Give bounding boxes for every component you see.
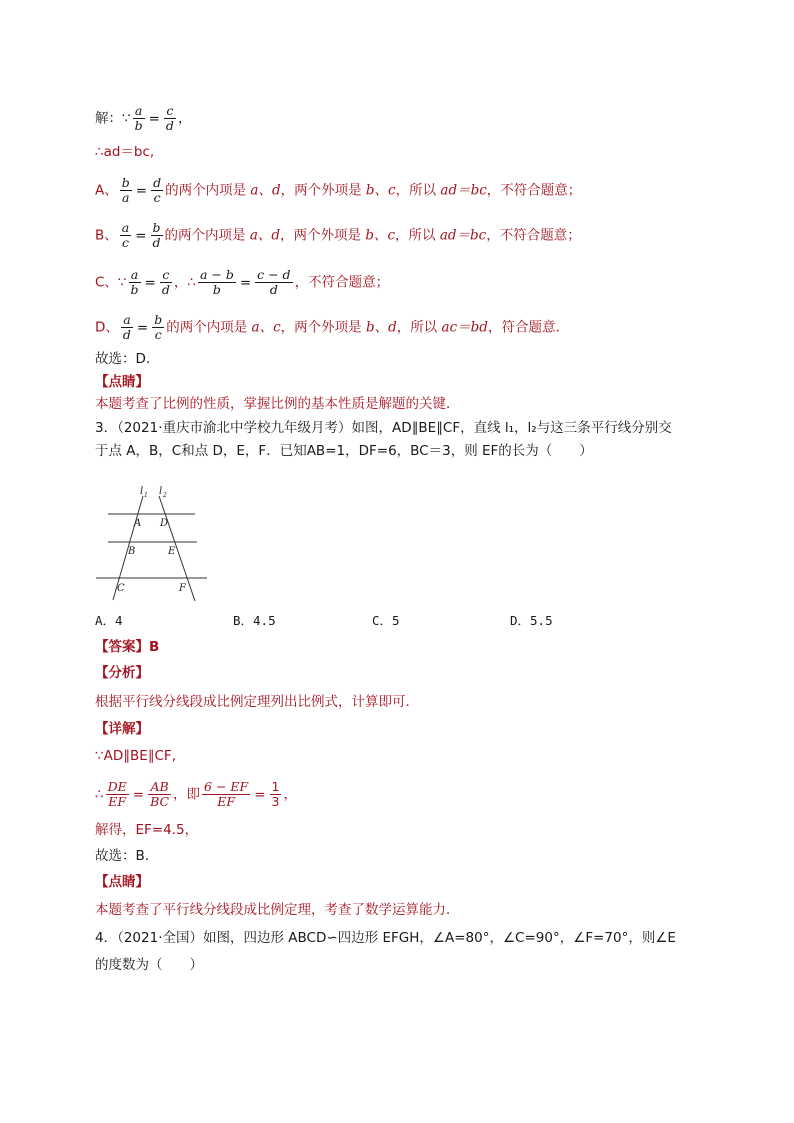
fraction: $\frac{a}{c}$ bbox=[121, 220, 130, 250]
fraction: $\frac{d}{c}$ bbox=[153, 175, 162, 205]
detail-heading: 【详解】 bbox=[95, 721, 149, 737]
label-l1-sub: 1 bbox=[144, 492, 148, 499]
q3-options bbox=[95, 611, 555, 631]
fraction: $\frac{a}{b}$ bbox=[134, 103, 143, 133]
q4-stem-line-1: 4．（2021·全国）如图，四边形 ABCD∽四边形 EFGH，∠A=80°，∠C=90°，∠F=70°，则∠E bbox=[95, 930, 676, 946]
fraction: $\frac{c - d}{d}$ bbox=[257, 267, 291, 297]
sol-option-b: B、 $\frac{a}{c}$ = $\frac{b}{d}$ 的两个内项是 a、d，两个外项是 b、c，所以 ad＝bc，不符合题意； bbox=[95, 220, 581, 250]
q3-stem-line-1: 3．（2021·重庆市渝北中学校九年级月考）如图，AD∥BE∥CF，直线 l₁，l₂与这三条平行线分别交 bbox=[95, 420, 672, 436]
option-c[interactable]: C．5 bbox=[372, 613, 400, 628]
detail-line-2: ∴ $\frac{DE}{EF}$ = $\frac{AB}{BC}$ ，即 $\frac{6 - EF}{EF}$ = $\frac{1}{3}$ ， bbox=[95, 779, 297, 809]
label-a: A bbox=[134, 518, 142, 529]
fraction: $\frac{b}{d}$ bbox=[152, 220, 161, 250]
option-d[interactable]: D．5.5 bbox=[510, 613, 553, 628]
label-b: B bbox=[128, 546, 136, 557]
sol-line-1: 解：∵ $\frac{a}{b}$ = $\frac{c}{d}$ ， bbox=[95, 103, 192, 133]
fraction: $\frac{AB}{BC}$ bbox=[150, 779, 170, 809]
detail-line-1: ∵AD∥BE∥CF, bbox=[95, 748, 176, 764]
label-f: F bbox=[179, 583, 186, 594]
label-l1: l bbox=[140, 486, 144, 497]
option-a[interactable]: A．4 bbox=[95, 613, 123, 628]
fraction: $\frac{b}{c}$ bbox=[154, 312, 163, 342]
analysis-text: 根据平行线分线段成比例定理列出比例式，计算即可． bbox=[95, 694, 419, 710]
label-l2: l bbox=[159, 486, 163, 497]
fraction: $\frac{b}{a}$ bbox=[121, 175, 130, 205]
sol-line-2: ∴ad＝bc, bbox=[95, 144, 155, 160]
answer-heading: 【答案】B bbox=[95, 639, 160, 655]
dianjing-heading-2: 【点睛】 bbox=[95, 874, 149, 890]
sol-option-c: C、∵ $\frac{a}{b}$ = $\frac{c}{d}$ ，∴ $\frac{a - b}{b}$ = $\frac{c - d}{d}$ ，不符合题意； bbox=[95, 267, 390, 297]
q3-stem-line-2: 于点 A，B，C和点 D，E，F．已知AB=1，DF=6，BC＝3，则 EF的长为（ ） bbox=[95, 443, 593, 459]
label-d: D bbox=[160, 518, 169, 529]
fraction: $\frac{c}{d}$ bbox=[165, 103, 174, 133]
label-l2-sub: 2 bbox=[163, 492, 167, 499]
q4-stem-line-2: 的度数为（ ） bbox=[95, 957, 203, 973]
parallel-lines-figure bbox=[93, 480, 213, 605]
line-l2 bbox=[159, 496, 195, 601]
sol-option-a: A、 $\frac{b}{a}$ = $\frac{d}{c}$ 的两个内项是 a、d，两个外项是 b、c，所以 ad＝bc，不符合题意； bbox=[95, 175, 582, 205]
fraction: $\frac{6 - EF}{EF}$ bbox=[204, 779, 249, 809]
fraction: $\frac{a - b}{b}$ bbox=[199, 267, 234, 297]
label-e: E bbox=[168, 546, 176, 557]
q3-summary: 本题考查了平行线分线段成比例定理，考查了数学运算能力． bbox=[95, 902, 460, 918]
q3-choose: 故选：B. bbox=[95, 848, 150, 864]
fraction: $\frac{c}{d}$ bbox=[161, 267, 170, 297]
analysis-heading: 【分析】 bbox=[95, 665, 149, 681]
option-b[interactable]: B．4.5 bbox=[233, 613, 276, 628]
label-c: C bbox=[117, 583, 125, 594]
sol-summary: 本题考查了比例的性质，掌握比例的基本性质是解题的关键． bbox=[95, 396, 460, 412]
dianjing-heading: 【点睛】 bbox=[95, 374, 149, 390]
sol-choose: 故选：D. bbox=[95, 351, 151, 367]
fraction: $\frac{a}{d}$ bbox=[122, 312, 131, 342]
detail-line-3: 解得，EF=4.5， bbox=[95, 822, 199, 838]
sol-option-d: D、 $\frac{a}{d}$ = $\frac{b}{c}$ 的两个内项是 a、c，两个外项是 b、d，所以 ac＝bd，符合题意． bbox=[95, 312, 569, 342]
fraction: $\frac{1}{3}$ bbox=[271, 779, 280, 809]
fraction: $\frac{DE}{EF}$ bbox=[107, 779, 127, 809]
fraction: $\frac{a}{b}$ bbox=[130, 267, 139, 297]
